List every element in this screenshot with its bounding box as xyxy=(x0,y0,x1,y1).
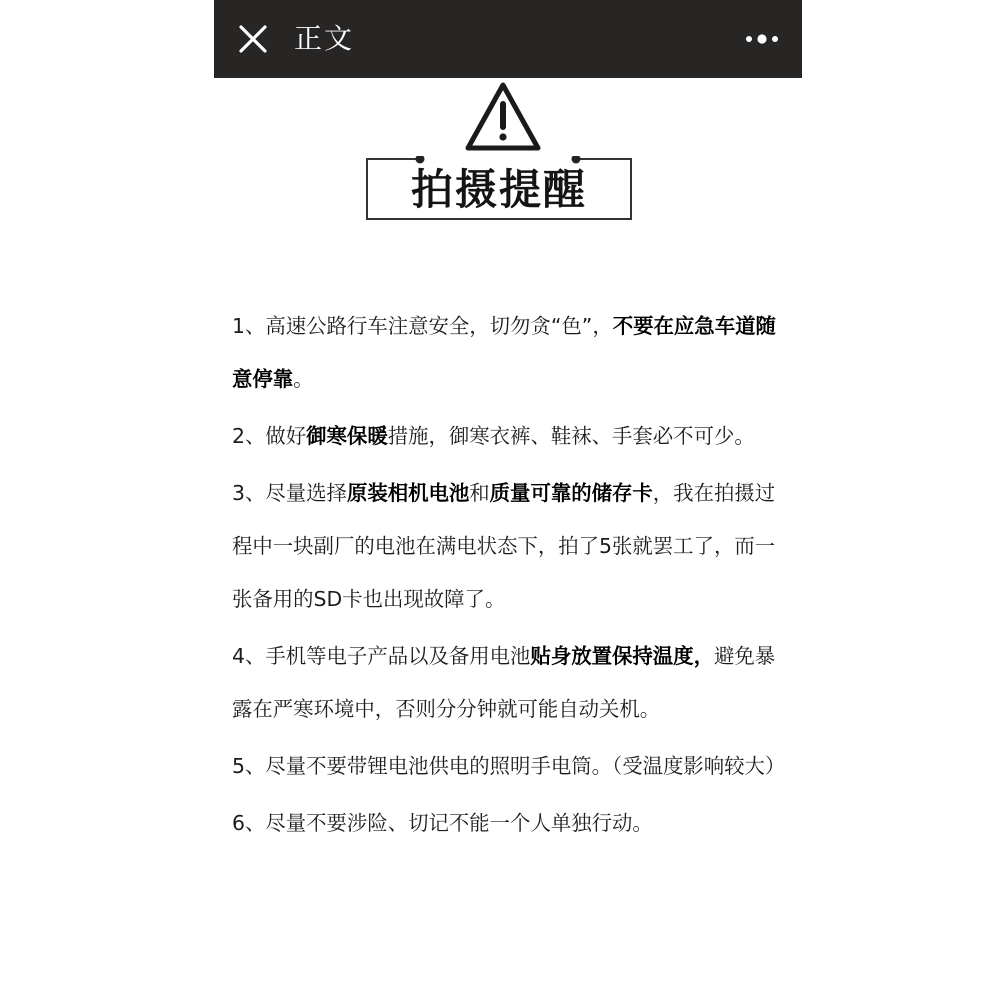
tip-text: 3、尽量选择 xyxy=(232,481,347,505)
tip-item-1 xyxy=(232,300,777,406)
tip-emphasis: 贴身放置保持温度， xyxy=(530,644,714,668)
page-title: 正文 xyxy=(294,22,355,55)
tip-text: 2、做好 xyxy=(232,424,307,448)
tip-text: 和 xyxy=(469,481,490,505)
tip-text: 5、尽量不要带锂电池供电的照明手电筒。（受温度影响较大） xyxy=(232,754,786,778)
tip-text: 1、高速公路行车注意安全，切勿贪“色”， xyxy=(232,314,613,338)
article-body xyxy=(232,300,786,854)
more-icon[interactable] xyxy=(744,32,780,46)
tip-emphasis: 原装相机电池 xyxy=(346,481,470,505)
banner-title: 拍摄提醒 xyxy=(410,165,587,214)
tip-text: ，我在拍摄过程中一块副厂的电池在满电状态下，拍了5张就罢工了，而一张备用的SD卡也出现故障了。 xyxy=(232,481,776,611)
tip-emphasis: 不要在应急车道随意停靠 xyxy=(232,314,776,391)
tip-text: 措施，御寒衣裤、鞋袜、手套必不可少。 xyxy=(387,424,755,448)
tip-item-5 xyxy=(232,740,786,793)
tip-item-3 xyxy=(232,467,777,626)
warning-triangle-icon xyxy=(464,80,542,154)
close-icon[interactable] xyxy=(238,24,268,54)
tip-text: 避免暴露在严寒环境中，否则分分钟就可能自动关机。 xyxy=(232,644,776,721)
tip-item-2 xyxy=(232,410,777,463)
tip-item-6 xyxy=(232,797,777,850)
reminder-banner xyxy=(214,78,802,248)
tip-text: 。 xyxy=(293,367,314,391)
tip-text: 4、手机等电子产品以及备用电池 xyxy=(232,644,531,668)
tip-emphasis: 质量可靠的储存卡 xyxy=(489,481,653,505)
tip-emphasis: 御寒保暖 xyxy=(306,424,388,448)
article-screen xyxy=(214,0,802,1000)
tip-text: 6、尽量不要涉险、切记不能一个人单独行动。 xyxy=(232,811,653,835)
tip-item-4 xyxy=(232,630,777,736)
top-nav-bar xyxy=(214,0,802,78)
